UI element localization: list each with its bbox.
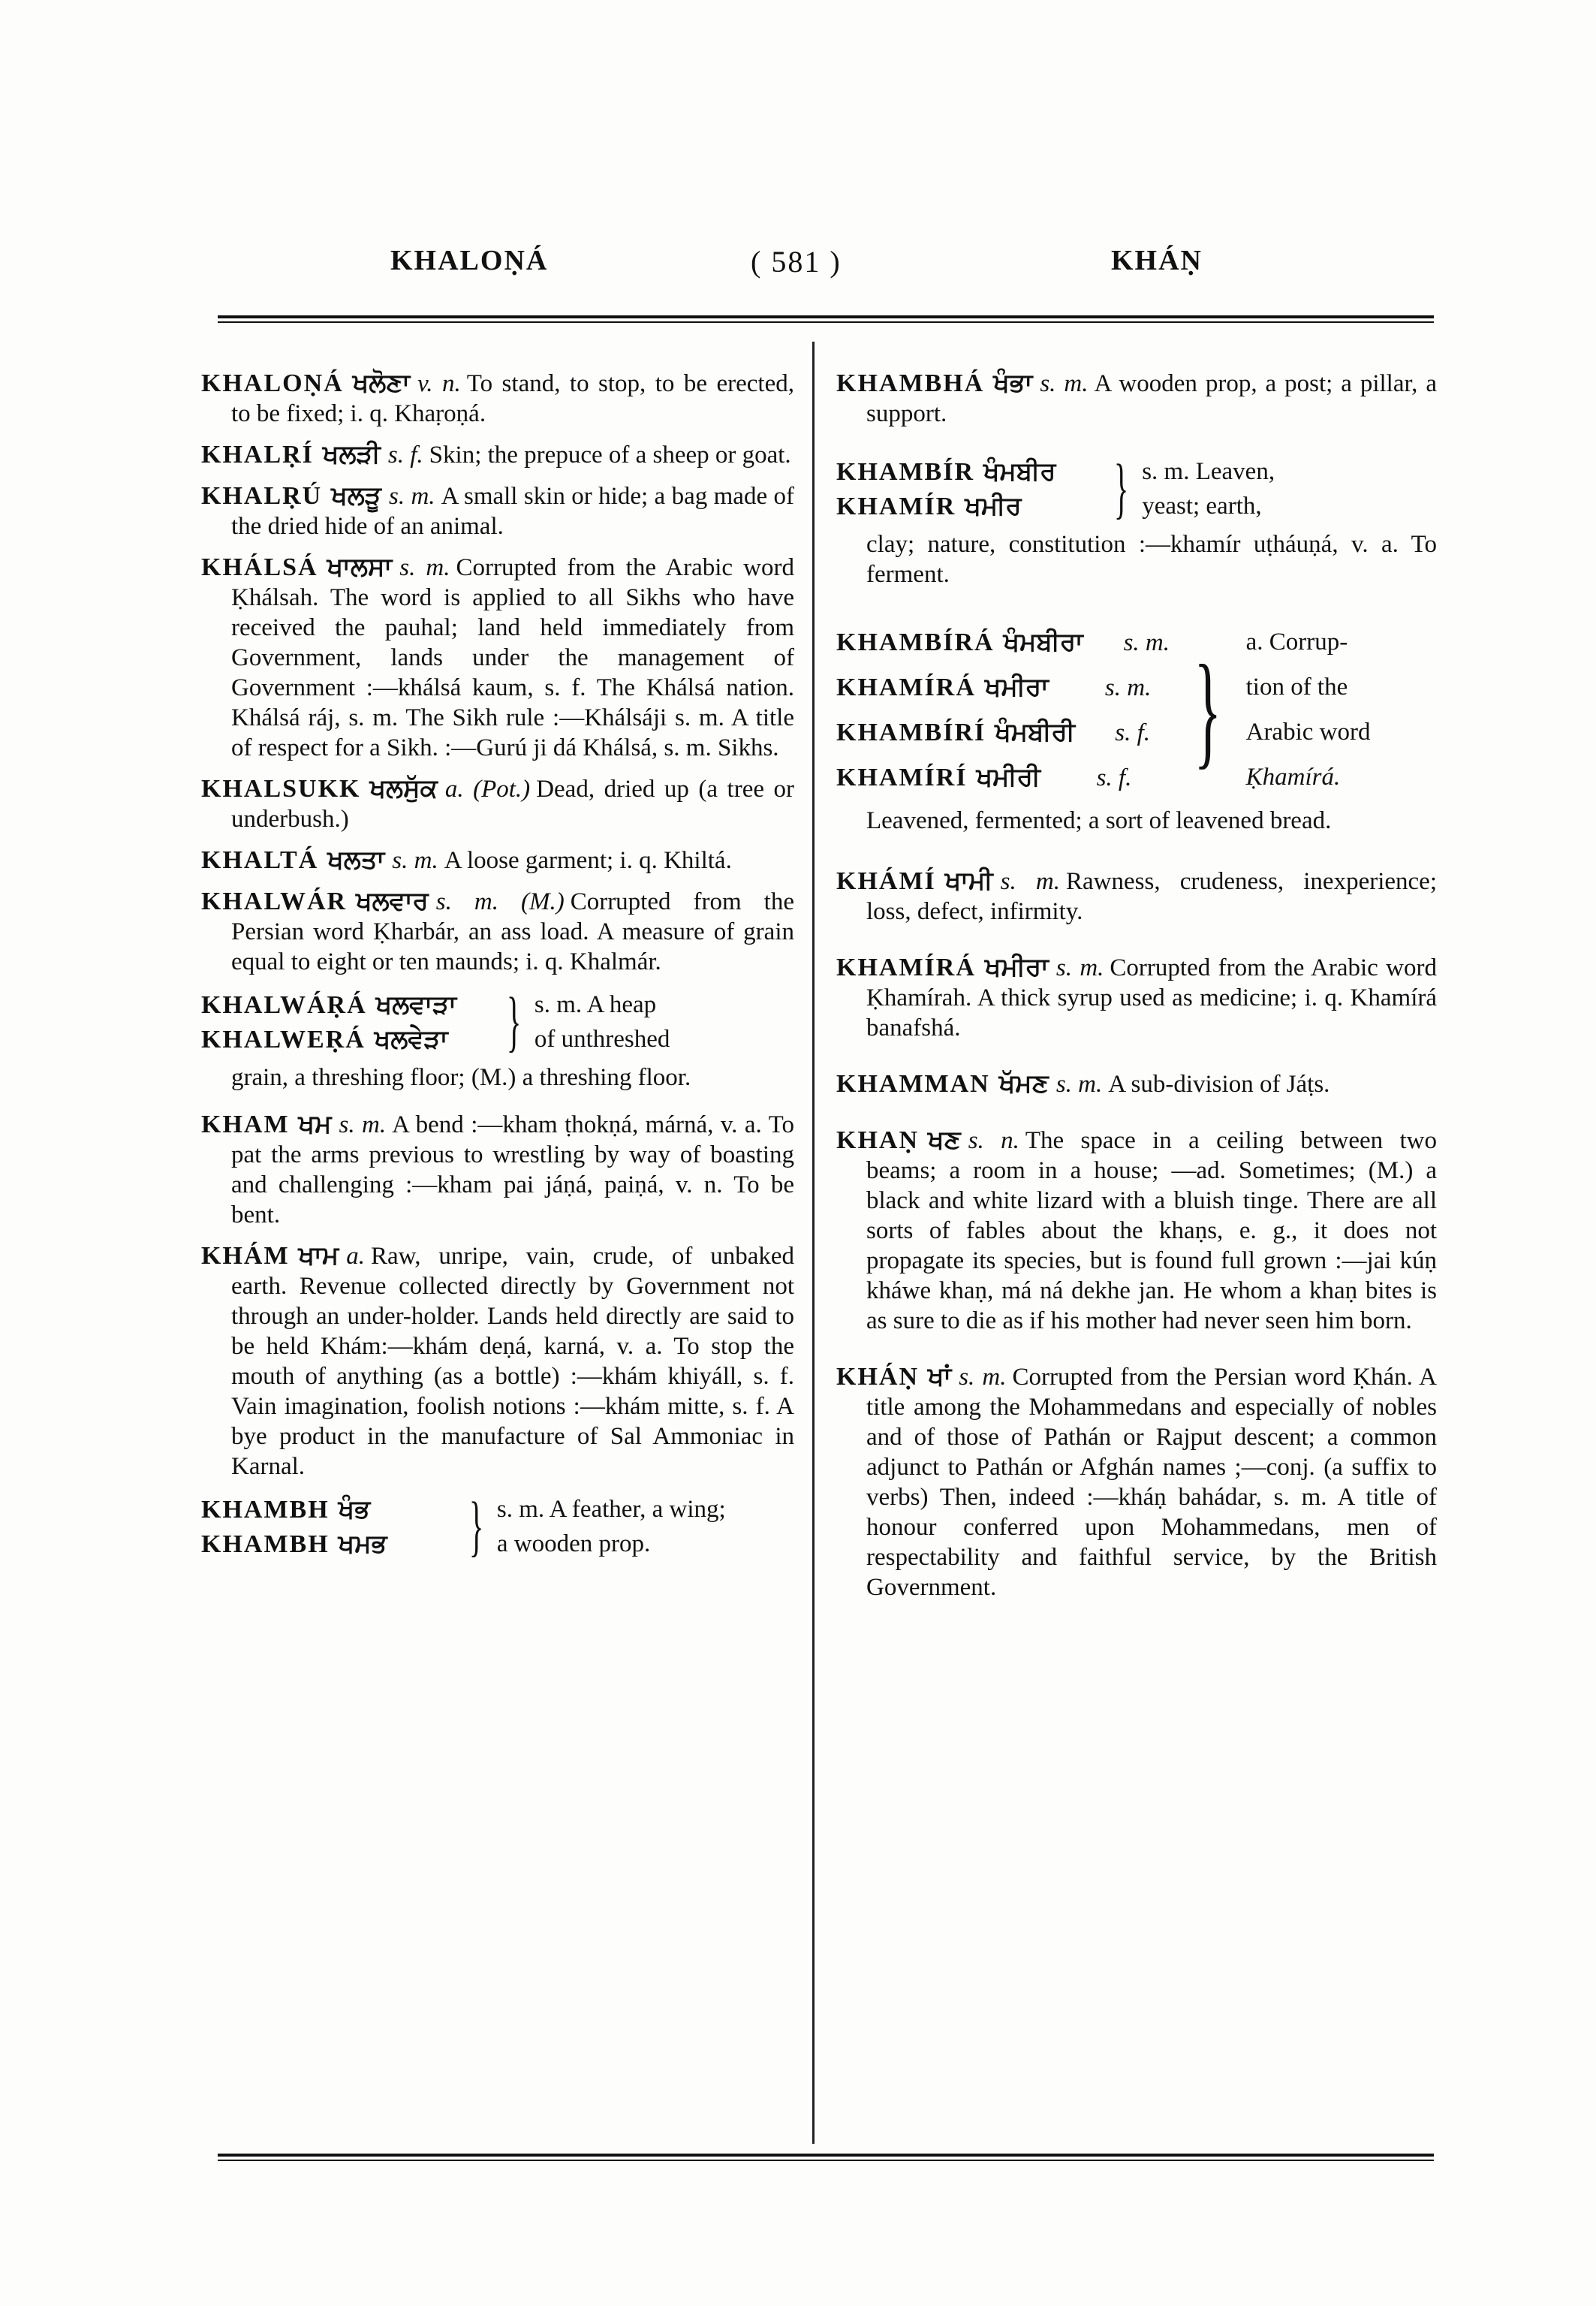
definition: A bend :—kham ṭhokṇá, márná, v. a. To pat the arms previous to wrestling by way of boasting and challenging :—kham pai jáṇá, paiṇá, v. n. To be bent. <box>231 1111 794 1228</box>
quad-headwords <box>836 619 1176 800</box>
dictionary-entry <box>201 1109 794 1230</box>
grammar-label: a. (Pot.) <box>444 776 531 803</box>
grammar-label: s. m. (M.) <box>435 888 565 915</box>
dictionary-entry <box>836 952 1437 1043</box>
pair-side-line: a. Corrup- <box>1245 628 1348 656</box>
grammar-label: s. m. <box>1040 370 1089 397</box>
pair-side-line: s. m. Leaven, <box>1142 458 1275 485</box>
header-rule <box>218 315 1434 318</box>
gurmukhi-word: ਖਲੜੀ <box>322 439 381 469</box>
gurmukhi-word: ਖਾਮ <box>298 1240 339 1271</box>
pair-side-line: Arabic word <box>1245 719 1371 746</box>
grammar-label: v. n. <box>417 370 461 397</box>
headword: KHÁMÍ <box>836 867 936 895</box>
dictionary-entry <box>836 368 1437 429</box>
definition: Skin; the prepuce of a sheep or goat. <box>429 442 791 469</box>
definition: Corrupted from the Arabic word Ḳhálsah. The word is applied to all Sikhs who have received the pauhal; land held immediately from Government, lands under the management of Government :—khálsá kaum, s. f. The Khálsá nation. Khálsá ráj, s. m. The Sikh rule :—Khálsáji s. m. A title of respect for a Sikh. :—Gurú ji dá Khálsá, s. m. Sikhs. <box>231 554 794 761</box>
gurmukhi-word: ਖਲਵਾਰ <box>356 886 429 916</box>
headword: KHAMMAN <box>836 1070 990 1098</box>
brace-glyph: } <box>1113 451 1129 526</box>
gurmukhi-word: ਖੰਮਬੀਰ <box>983 457 1056 487</box>
pair-side-text <box>497 1492 794 1561</box>
definition: Rawness, crudeness, inexperience; loss, defect, infirmity. <box>866 868 1437 925</box>
pair-row <box>836 665 1176 710</box>
headword: KHAṆ <box>836 1126 919 1154</box>
gurmukhi-word: ਖਮੀਰ <box>965 491 1022 521</box>
page-number: ( 581 ) <box>751 245 842 279</box>
dictionary-entry <box>201 845 794 876</box>
pair-row <box>836 489 1104 523</box>
gurmukhi-word: ਖਾਲਸਾ <box>327 552 393 582</box>
pair-side-line: s. m. A feather, a wing; <box>496 1496 726 1523</box>
pair-row <box>201 987 496 1022</box>
grammar-label: s. m. <box>1000 868 1061 895</box>
dictionary-entry <box>201 439 794 470</box>
running-head-left: KHALOṆÁ <box>390 245 549 276</box>
gurmukhi-word: ਖੰਮਬੀਰਾ <box>1003 627 1083 657</box>
pair-headwords <box>201 1492 459 1561</box>
headword: KHAM <box>201 1111 290 1138</box>
headword: KHAMBÍRÁ <box>836 628 995 656</box>
headword: KHALTÁ <box>201 846 319 874</box>
pair-side-line: tion of the <box>1245 674 1348 701</box>
pair-row <box>201 1527 459 1561</box>
dictionary-entry <box>201 773 794 834</box>
header-rule-thin <box>218 321 1434 323</box>
pair-headwords <box>836 454 1104 523</box>
headword: KHALOṆÁ <box>201 369 344 397</box>
pair-row <box>836 755 1176 800</box>
grammar-label: s. m. <box>1123 629 1170 656</box>
definition: Corrupted from the Arabic word Ḳhamírah. A thick syrup used as medicine; i. q. Khamírá banafshá. <box>866 954 1437 1041</box>
dictionary-entry <box>836 1069 1437 1099</box>
headword: KHAMÍR <box>836 493 956 520</box>
pair-side-line: s. m. A heap <box>534 991 657 1018</box>
headword: KHÁM <box>201 1242 290 1270</box>
pair-headwords <box>201 987 496 1057</box>
gurmukhi-word: ਖੱਮਣ <box>998 1069 1049 1099</box>
grammar-label: s. m. <box>1104 674 1152 701</box>
headword: KHALṚÚ <box>201 482 323 510</box>
pair-side-text <box>535 987 794 1057</box>
headword: KHAMÍRÍ <box>836 764 968 791</box>
pair-row <box>201 1022 496 1057</box>
headword: KHÁṆ <box>836 1363 919 1391</box>
gurmukhi-word: ਖਮੀਰੀ <box>976 762 1041 792</box>
quad-entry <box>836 619 1437 800</box>
pair-side-line: Ḳhamírá. <box>1245 764 1341 791</box>
gurmukhi-word: ਖਲੜੂ <box>331 481 381 511</box>
brace-glyph: } <box>468 1489 483 1563</box>
dictionary-entry <box>836 1361 1437 1602</box>
dictionary-entry <box>836 866 1437 927</box>
dictionary-entry <box>836 1125 1437 1336</box>
footer-rule-thin <box>218 2160 1434 2161</box>
headword: KHALSUKK <box>201 775 361 803</box>
gurmukhi-word: ਖਮਭ <box>338 1529 387 1559</box>
definition: Raw, unripe, vain, crude, of unbaked earth. Revenue collected directly by Government not through an under-holder. Lands held directly are said to be held Khám:—khám deṇá, karná, v. a. To stop the mouth of anything (as a bottle) :—khám khiyáll, s. f. Vain imagination, foolish notions :—khám mitte, s. f. A bye product in the manufacture of Sal Ammoniac in Karnal. <box>231 1243 794 1480</box>
definition-continuation: clay; nature, constitution :—khamír uṭháuṇá, v. a. To ferment. <box>866 531 1437 588</box>
headword: KHAMBHÁ <box>836 369 985 397</box>
definition: A loose garment; i. q. Khiltá. <box>444 847 732 874</box>
pair-row <box>836 619 1176 665</box>
headword: KHAMBÍR <box>836 458 974 486</box>
headword: KHAMÍRÁ <box>836 954 976 981</box>
pair-side-line: a wooden prop. <box>496 1530 651 1557</box>
headword: KHÁLSÁ <box>201 553 318 581</box>
headword: KHAMBH <box>201 1530 330 1558</box>
definition-continuation: Leavened, fermented; a sort of leavened bread. <box>866 807 1332 834</box>
gurmukhi-word: ਖਮੀਰਾ <box>984 672 1049 702</box>
dictionary-entry <box>201 368 794 429</box>
pair-side-line: of unthreshed <box>534 1026 670 1053</box>
headword: KHALWÁṚÁ <box>201 991 367 1019</box>
paired-entry <box>201 1489 794 1563</box>
grammar-label: s. m. <box>339 1111 387 1138</box>
pair-row <box>836 710 1176 755</box>
definition: A sub-division of Jáṭs. <box>1108 1071 1330 1098</box>
dictionary-entry <box>201 481 794 541</box>
column-divider <box>812 342 815 2144</box>
pair-side-text <box>1142 454 1437 523</box>
gurmukhi-word: ਖਲਸੁੱਕ <box>369 773 438 803</box>
paired-entry <box>836 451 1437 526</box>
gurmukhi-word: ਖਲਵੇੜਾ <box>374 1024 448 1054</box>
grammar-label: s. m. <box>392 847 438 874</box>
grammar-label: s. f. <box>1115 719 1150 746</box>
running-head-right: KHÁṆ <box>1111 245 1203 276</box>
dictionary-entry <box>201 1240 794 1482</box>
gurmukhi-word: ਖਮ <box>298 1109 332 1139</box>
quad-side-text <box>1246 619 1371 800</box>
definition-continuation: grain, a threshing floor; (M.) a threshing floor. <box>231 1064 691 1091</box>
gurmukhi-word: ਖਾਂ <box>928 1361 952 1391</box>
brace-glyph: } <box>506 984 521 1059</box>
grammar-label: a. <box>346 1243 365 1270</box>
headword: KHAMBH <box>201 1496 330 1524</box>
definition: Dead, dried up (a tree or underbush.) <box>231 776 794 833</box>
right-column <box>836 368 1437 1613</box>
headword: KHALWÁR <box>201 888 348 915</box>
brace-glyph: } <box>1194 639 1222 780</box>
grammar-label: s. m. <box>1055 954 1104 981</box>
definition: A small skin or hide; a bag made of the dried hide of an animal. <box>231 483 794 540</box>
gurmukhi-word: ਖਮੀਰਾ <box>984 952 1049 982</box>
grammar-label: s. n. <box>968 1127 1019 1154</box>
pair-row <box>201 1492 459 1527</box>
gurmukhi-word: ਖਣ <box>928 1125 961 1155</box>
dictionary-entry <box>201 552 794 763</box>
grammar-label: s. m. <box>959 1364 1007 1391</box>
grammar-label: s. f. <box>387 442 423 469</box>
headword: KHAMBÍRÍ <box>836 719 986 746</box>
grammar-label: s. f. <box>1096 764 1132 791</box>
grammar-label: s. m. <box>399 554 450 581</box>
pair-side-line: yeast; earth, <box>1142 493 1262 520</box>
headword: KHALṚÍ <box>201 441 314 469</box>
definition: The space in a ceiling between two beams; a room in a house; —ad. Sometimes; (M.) a black and white lizard with a bluish tinge. There are all sorts of fables about the khaṇs, e. g., it does not propagate its species, but is found full grown :—jai kúṇ kháwe khaṇ, má ná dekhe jan. He whom a khaṇ bites is as sure to die as if his mother had never seen him born. <box>866 1127 1437 1334</box>
gurmukhi-word: ਖੰਭਾ <box>993 368 1033 398</box>
headword: KHALWEṚÁ <box>201 1026 366 1054</box>
grammar-label: s. m. <box>1055 1071 1103 1098</box>
gurmukhi-word: ਖਲਤਾ <box>327 845 385 875</box>
pair-row <box>836 454 1104 489</box>
headword: KHAMÍRÁ <box>836 674 976 701</box>
gurmukhi-word: ਖਾਮੀ <box>944 866 993 896</box>
paired-entry <box>201 984 794 1059</box>
gurmukhi-word: ਖਲੋਣਾ <box>352 368 411 398</box>
definition: A wooden prop, a post; a pillar, a support. <box>866 370 1437 427</box>
grammar-label: s. m. <box>388 483 435 510</box>
gurmukhi-word: ਖੰਭ <box>338 1494 371 1524</box>
gurmukhi-word: ਖਲਵਾੜਾ <box>375 990 457 1020</box>
dictionary-entry <box>201 886 794 977</box>
gurmukhi-word: ਖੰਮਬੀਰੀ <box>995 717 1075 747</box>
footer-rule <box>218 2154 1434 2157</box>
definition: Corrupted from the Persian word Ḳharbár, an ass load. A measure of grain equal to eight or ten maunds; i. q. Khalmár. <box>231 888 794 975</box>
definition: Corrupted from the Persian word Ḳhán. A title among the Mohammedans and especially of nobles and of those of Pathán or Rajput descent; a common adjunct to Pathán or Afghán names ;—conj. (a suffix to verbs) Then, indeed :—kháṇ bahádar, s. m. A title of honour conferred upon Mohammedans, men of respectability and faithful service, by the British Government. <box>866 1364 1437 1601</box>
definition: To stand, to stop, to be erected, to be fixed; i. q. Khaṛoṇá. <box>231 370 794 427</box>
left-column <box>201 368 794 1567</box>
